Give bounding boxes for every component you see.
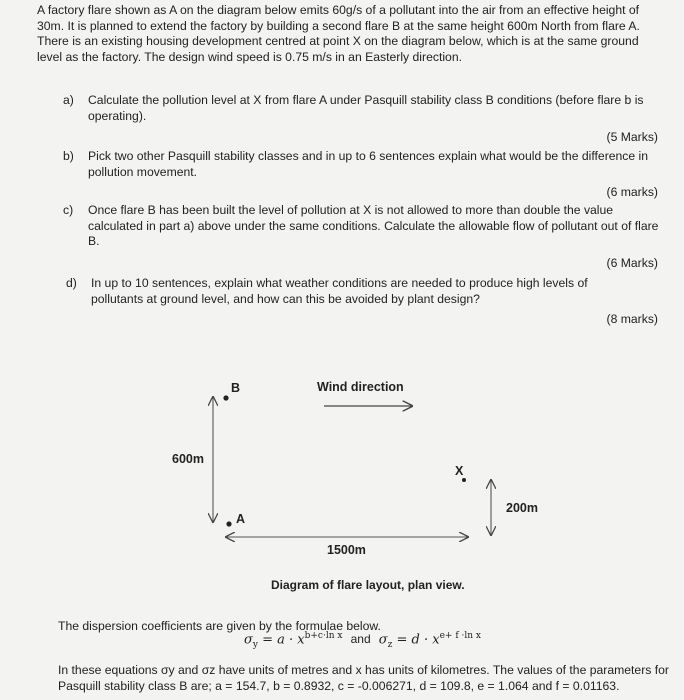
question-c-text: Once flare B has been built the level of pollution at X is not allowed to more than double the value calculated in part a) above under the same conditions. Calculate the allowable flow of pollutant out of flare B.	[88, 203, 659, 249]
point-x-dot	[462, 478, 466, 482]
dimension-200m-label: 200m	[506, 501, 538, 515]
point-x-label: X	[455, 464, 464, 478]
sigma-y-symbol: σ	[244, 632, 253, 648]
question-c-marks: (6 Marks)	[606, 256, 658, 270]
sigma-z-exponent: e+ f ·ln x	[439, 631, 482, 641]
parameters-paragraph: In these equations σy and σz have units of metres and x has units of kilometres. The values of the parameters for Pasquill stability class B are; a = 154.7, b = 0.8932, c = -0.006271, d = 109.8, e = 1.064 and f = 0.01163.	[58, 663, 669, 693]
diagram-caption: Diagram of flare layout, plan view.	[271, 578, 465, 592]
question-b-label: b)	[63, 149, 74, 163]
dimension-1500m-label: 1500m	[327, 543, 366, 557]
question-a-text: Calculate the pollution level at X from flare A under Pasquill stability class B conditions (before flare b is operating).	[88, 93, 644, 123]
question-c-label: c)	[63, 203, 74, 217]
sigma-z-subscript: z	[387, 639, 393, 650]
question-d-marks: (8 marks)	[606, 312, 658, 326]
dimension-600m-label: 600m	[172, 452, 204, 466]
sigma-z-rhs: = d · x	[396, 632, 440, 648]
sigma-z-symbol: σ	[378, 632, 388, 648]
question-a-label: a)	[63, 93, 74, 107]
formula-and: and	[350, 632, 371, 647]
question-d-label: d)	[66, 276, 77, 290]
point-b-dot	[223, 395, 228, 400]
intro-paragraph: A factory flare shown as A on the diagram below emits 60g/s of a pollutant into the air from an effective height of 30m. It is planned to extend the factory by building a second flare B at the same height 600m North from flare A. There is an existing housing development centred at point X on the diagram below, which is at the same ground level as the factory. The design wind speed is 0.75 m/s in an Easterly direction.	[37, 3, 640, 64]
question-a-marks: (5 Marks)	[606, 130, 658, 144]
wind-direction-label: Wind direction	[317, 380, 404, 394]
point-a-dot	[226, 521, 231, 526]
sigma-y-subscript: y	[252, 639, 258, 650]
point-a-label: A	[236, 512, 246, 526]
question-b-text: Pick two other Pasquill stability classes and in up to 6 sentences explain what would be the difference in pollution movement.	[88, 149, 649, 179]
sigma-y-rhs: = a · x	[262, 632, 305, 648]
dispersion-formula	[244, 631, 481, 650]
dispersion-intro: The dispersion coefficients are given by the formulae below.	[58, 619, 381, 633]
question-b-marks: (6 marks)	[606, 185, 658, 199]
sigma-y-exponent: b+c·ln x	[304, 631, 343, 641]
point-b-label: B	[231, 381, 241, 395]
question-d-text: In up to 10 sentences, explain what weather conditions are needed to produce high levels of pollutants at ground level, and how can this be avoided by plant design?	[91, 276, 588, 306]
